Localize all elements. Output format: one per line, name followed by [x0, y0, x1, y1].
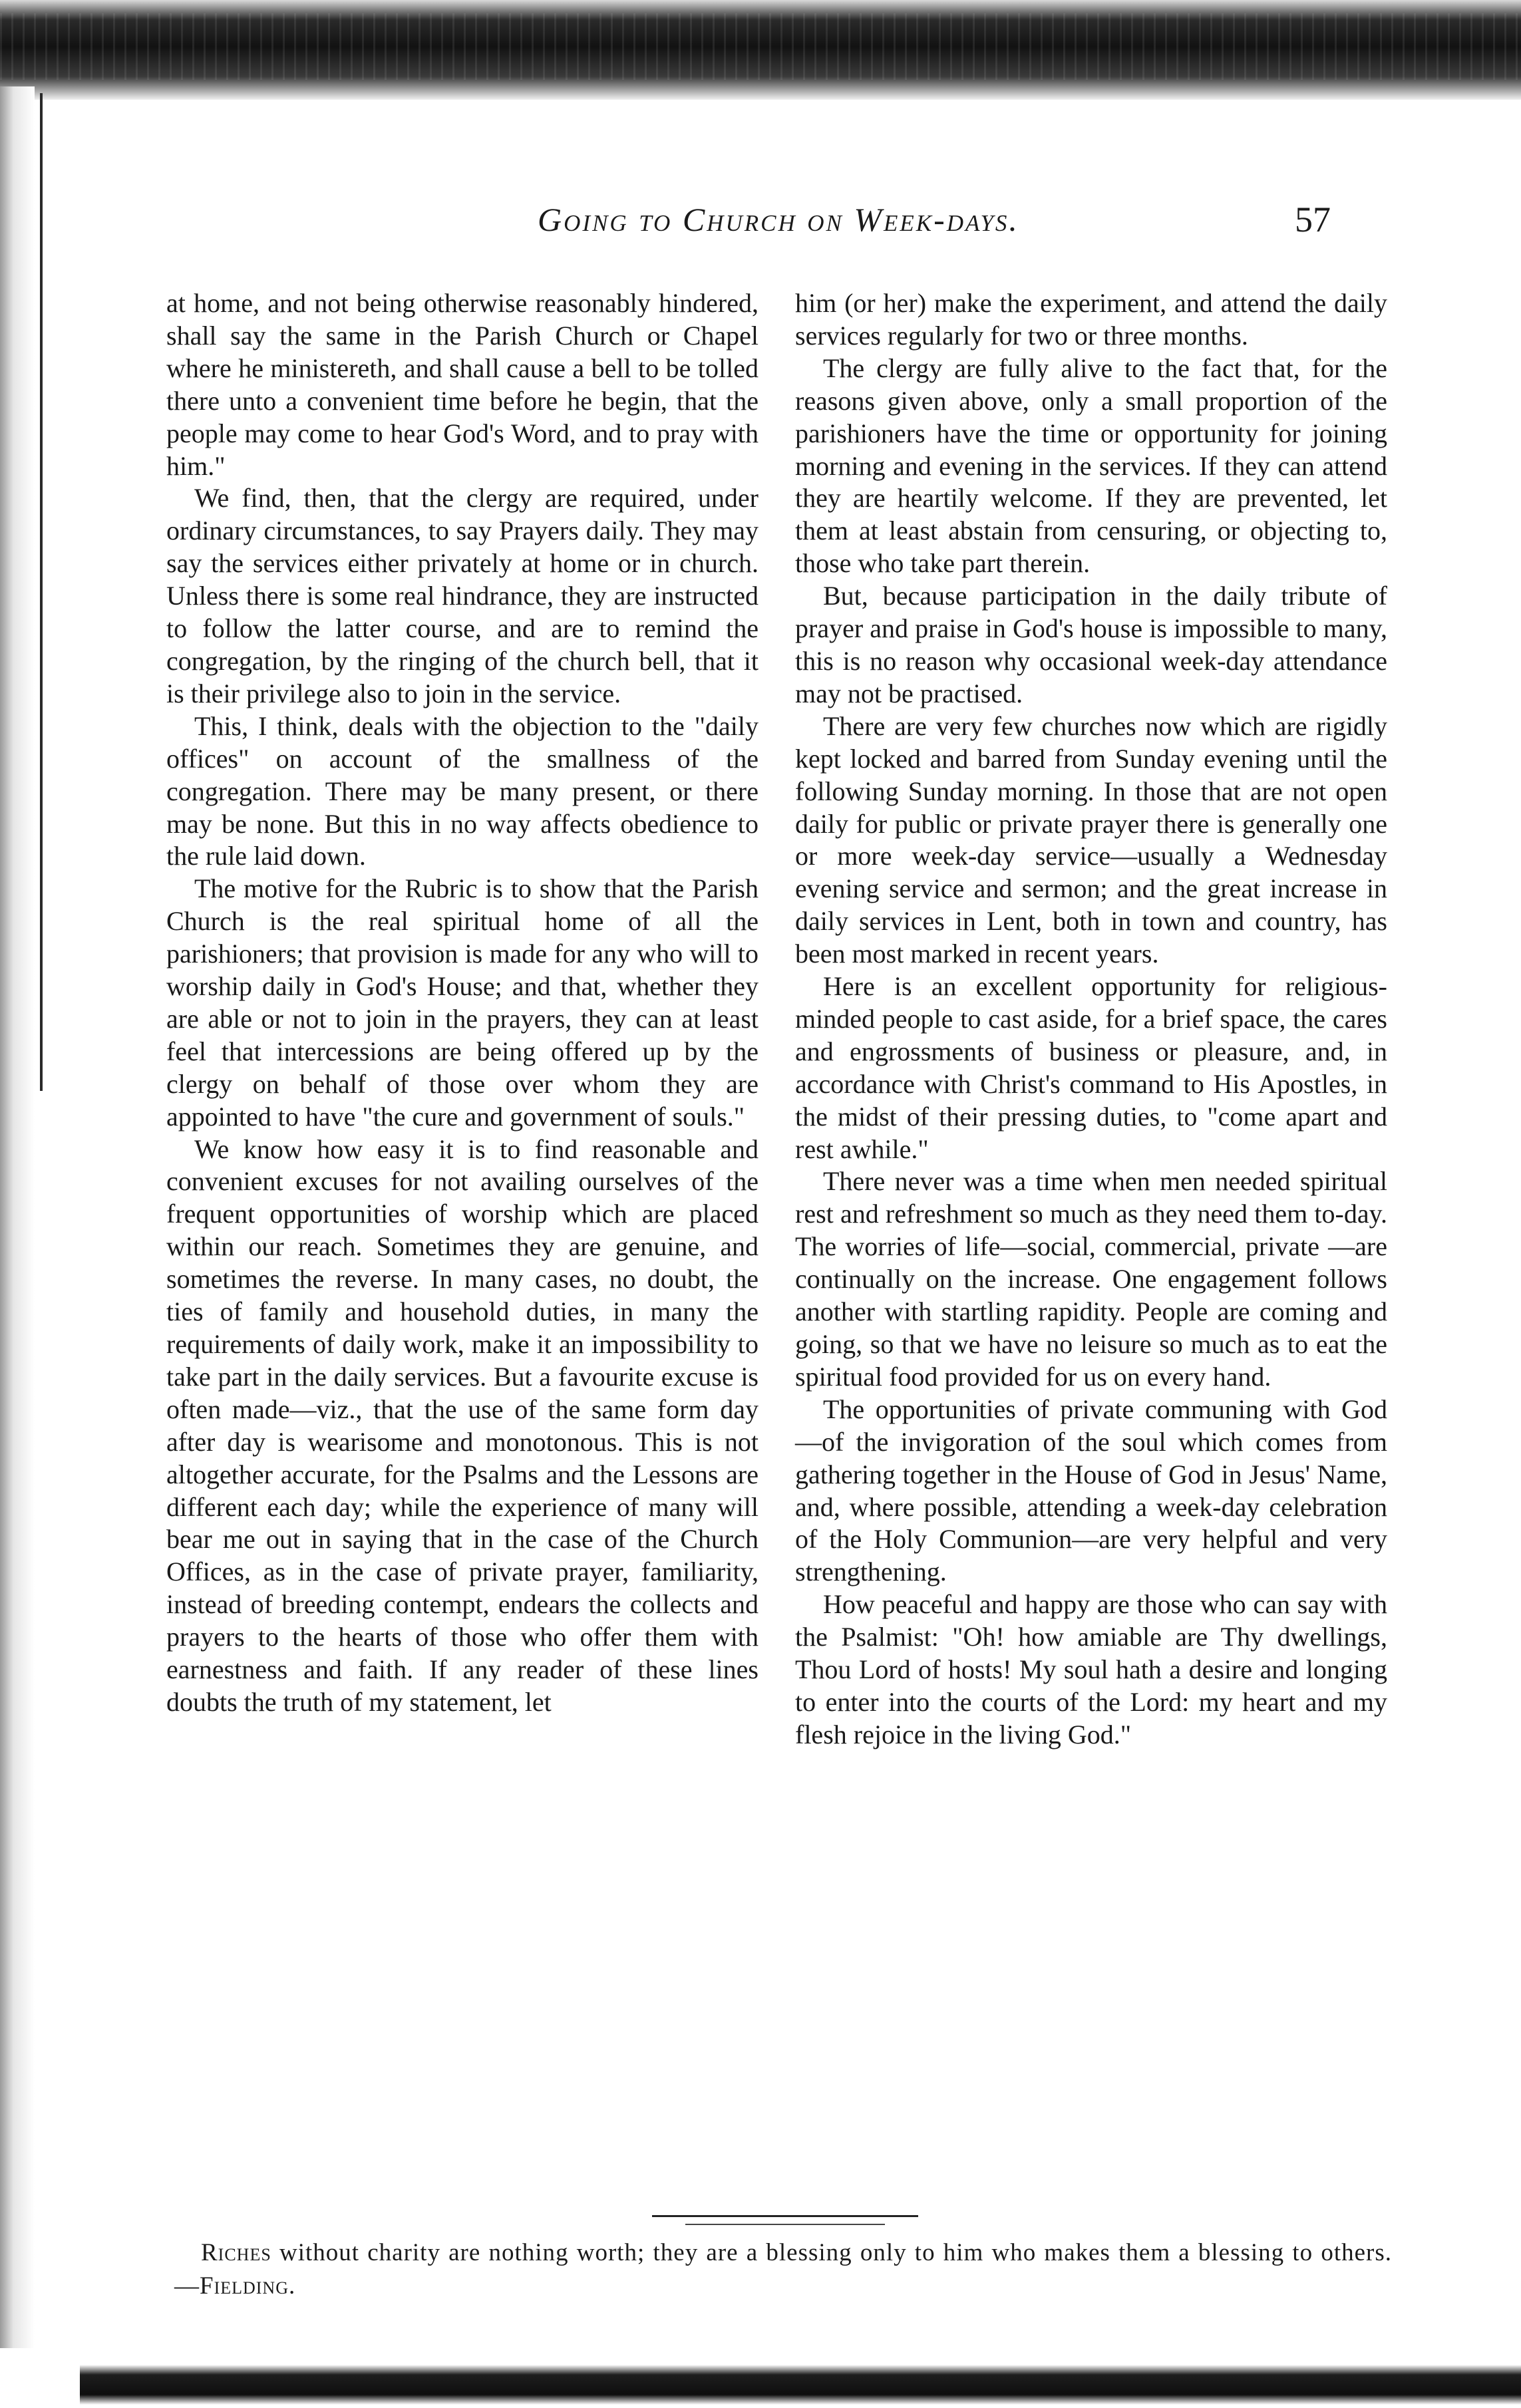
page-number: 57: [1295, 200, 1331, 239]
right-column: [795, 287, 1387, 1751]
left-paragraph-2: We find, then, that the clergy are required, under ordinary circumstances, to say Prayers daily. They may say the services either privately at home or in church. Unless there is some real hindrance, they are instructed to follow the latter course, and are to remind the congregation, by the ringing of the church bell, that it is their privilege also to join in the service.: [166, 483, 759, 708]
right-paragraph-7: The opportunities of private communing with God—of the invigoration of the soul which comes from gathering together in the House of God in Jesus' Name, and, where possible, attending a week-day celebration of the Holy Communion—are very helpful and very strengthening.: [795, 1394, 1387, 1587]
right-paragraph-3: But, because participation in the daily tribute of prayer and praise in God's house is impossible to many, this is no reason why occasional week-day attendance may not be practised.: [795, 581, 1387, 708]
right-paragraph-4: There are very few churches now which are rigidly kept locked and barred from Sunday evening until the following Sunday morning. In those that are not open daily for public or private prayer there is generally one or more week-day service—usually a Wednesday evening service and sermon; and the great increase in daily services in Lent, both in town and country, has been most marked in recent years.: [795, 710, 1387, 969]
running-title: Going to Church on Week-days.: [538, 201, 1019, 238]
scan-top-speckle: [0, 13, 1521, 80]
scan-top-border: [0, 0, 1521, 100]
section-rule-secondary: [685, 2224, 885, 2225]
running-head: [0, 193, 1521, 246]
right-paragraph-5: Here is an excellent opportunity for religious-minded people to cast aside, for a brief space, the cares and engrossments of business or pleasure, and, in accordance with Christ's command to His Apostles, in the midst of their pressing duties, to "come apart and rest awhile.": [795, 971, 1387, 1164]
footnote-lead-word: Riches: [201, 2239, 271, 2266]
section-rule: [652, 2215, 918, 2217]
left-paragraph-3: This, I think, deals with the objection to the "daily offices" on account of the smallness of the congregation. There may be many present, or there may be none. But this in no way affects obedience to the rule laid down.: [166, 710, 759, 871]
scan-left-edge: [0, 86, 35, 2348]
left-paragraph-4: The motive for the Rubric is to show that the Parish Church is the real spiritual home of all the parishioners; that provision is made for any who will to worship daily in God's House; and that, whether they are able or not to join in the prayers, they can at least feel that intercessions are being offered up by the clergy on behalf of those over whom they are appointed to have "the cure and government of souls.": [166, 873, 759, 1131]
scan-bottom-border: [80, 2365, 1521, 2405]
right-paragraph-6: There never was a time when men needed spiritual rest and refreshment so much as they need them to-day. The worries of life—social, commercial, private —are continually on the increase. One engagement follows another with startling rapidity. People are coming and going, so that we have no leisure so much as to eat the spiritual food provided for us on every hand.: [795, 1166, 1387, 1392]
left-paragraph-1: at home, and not being otherwise reasonably hindered, shall say the same in the Parish Church or Chapel where he ministereth, and shall cause a bell to be tolled there unto a convenient time before he begin, that the people may come to hear God's Word, and to pray with him.": [166, 288, 759, 481]
footnote-body: without charity are nothing worth; they are a blessing only to him who makes them a blessing to others.—: [174, 2239, 1392, 2300]
footnote-quote: [174, 2236, 1392, 2303]
footnote-attribution: Fielding.: [200, 2272, 296, 2300]
left-paragraph-5: We know how easy it is to find reasonable and convenient excuses for not availing ourselves of the frequent opportunities of worship which are placed within our reach. Sometimes they are genuine, and sometimes the reverse. In many cases, no doubt, the ties of family and household duties, in many the requirements of daily work, make it an impossibility to take part in the daily services. But a favourite excuse is often made—viz., that the use of the same form day after day is wearisome and monotonous. This is not altogether accurate, for the Psalms and the Lessons are different each day; while the experience of many will bear me out in saying that in the case of the Church Offices, as in the case of private prayer, familiarity, instead of breeding contempt, endears the collects and prayers to the hearts of those who offer them with earnestness and faith. If any reader of these lines doubts the truth of my statement, let: [166, 1133, 759, 1717]
right-paragraph-2: The clergy are fully alive to the fact that, for the reasons given above, only a small proportion of the parishioners have the time or opportunity for joining morning and evening in the services. If they can attend they are heartily welcome. If they are prevented, let them at least abstain from censuring, or objecting to, those who take part therein.: [795, 353, 1387, 579]
left-column: [166, 287, 759, 1719]
right-paragraph-8: How peaceful and happy are those who can say with the Psalmist: "Oh! how amiable are Thy dwellings, Thou Lord of hosts! My soul hath a desire and longing to enter into the courts of the Lord: my heart and my flesh rejoice in the living God.": [795, 1589, 1387, 1749]
right-paragraph-1: him (or her) make the experiment, and attend the daily services regularly for two or three months.: [795, 288, 1387, 351]
